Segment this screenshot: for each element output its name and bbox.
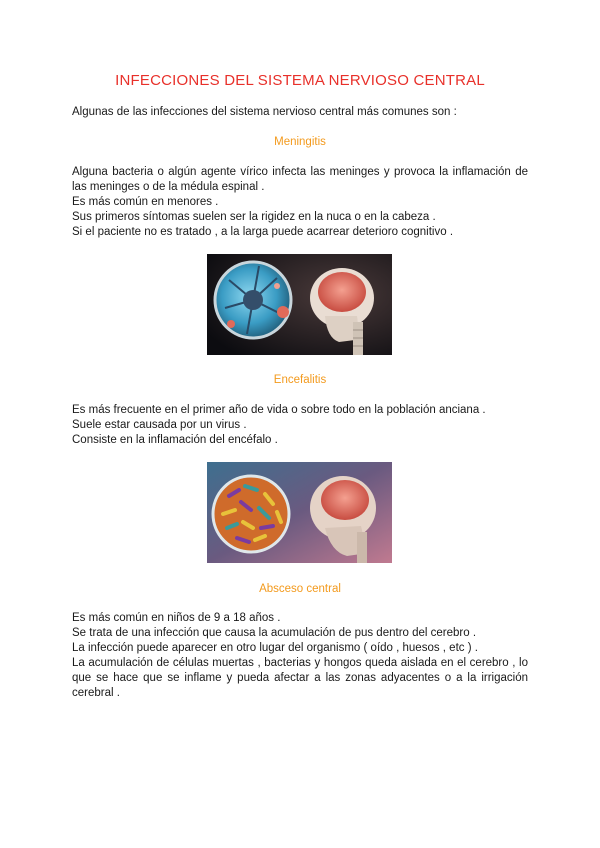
- section-heading-absceso-central: Absceso central: [259, 583, 341, 595]
- section-heading-meningitis: Meningitis: [274, 136, 326, 148]
- text-line: Se trata de una infección que causa la acumulación de pus dentro del cerebro .: [72, 627, 477, 639]
- text-line: La acumulación de células muertas , bacterias y hongos queda aislada en el cerebro , lo que se hace que se inflame y pueda afectar a las zonas adyacentes o a la irrigación cerebral .: [72, 657, 528, 699]
- text-line: Es más frecuente en el primer año de vida o sobre todo en la población anciana .: [72, 404, 486, 416]
- text-line: Consiste en la inflamación del encéfalo .: [72, 434, 278, 446]
- section-text-meningitis: [72, 165, 528, 240]
- section-heading-encefalitis: Encefalitis: [273, 374, 327, 386]
- section-text-absceso-central: [72, 611, 528, 701]
- text-line: Suele estar causada por un virus .: [72, 419, 247, 431]
- text-line: Sus primeros síntomas suelen ser la rigidez en la nuca o en la cabeza .: [72, 211, 436, 223]
- document-title: INFECCIONES DEL SISTEMA NERVIOSO CENTRAL: [115, 72, 485, 89]
- text-line: Es más común en menores .: [72, 196, 219, 208]
- section-text-encefalitis: [72, 403, 528, 448]
- text-line: Alguna bacteria o algún agente vírico infecta las meninges y provoca la inflamación de las meninges o de la médula espinal .: [72, 166, 528, 193]
- meningitis-illustration: [207, 254, 392, 355]
- intro-paragraph: Algunas de las infecciones del sistema nervioso central más comunes son :: [72, 106, 457, 118]
- text-line: Es más común en niños de 9 a 18 años .: [72, 612, 281, 624]
- text-line: La infección puede aparecer en otro lugar del organismo ( oído , huesos , etc ) .: [72, 642, 478, 654]
- text-line: Si el paciente no es tratado , a la larga puede acarrear deterioro cognitivo .: [72, 226, 454, 238]
- encefalitis-illustration: [207, 462, 392, 563]
